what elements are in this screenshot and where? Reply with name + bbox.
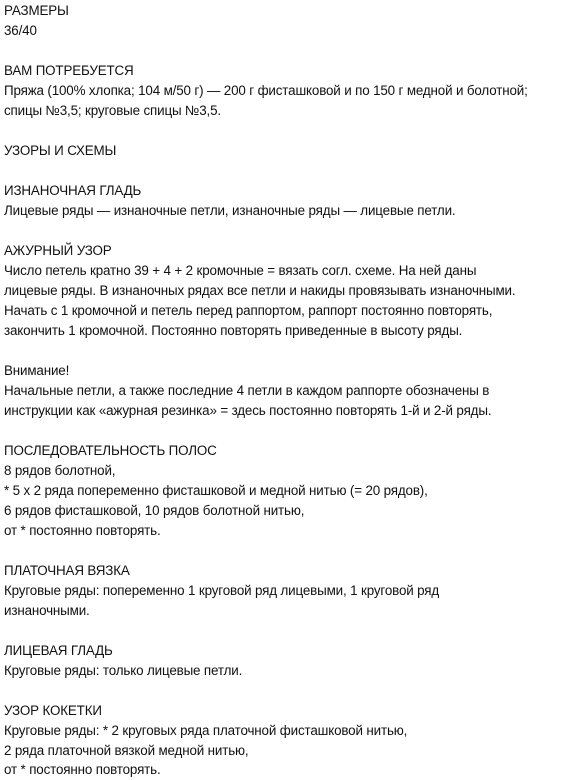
- section-text-line: спицы №3,5; круговые спицы №3,5.: [4, 103, 221, 118]
- section-heading-garter-stitch: ПЛАТОЧНАЯ ВЯЗКА: [4, 563, 130, 578]
- section-text-line: Начальные петли, а также последние 4 петли в каждом раппорте обозначены в: [4, 383, 490, 398]
- section-heading-materials: ВАМ ПОТРЕБУЕТСЯ: [4, 63, 134, 78]
- section-text-line: 2 ряда платочной вязкой медной нитью,: [4, 743, 249, 758]
- section-text-line: * 5 х 2 ряда попеременно фисташковой и медной нитью (= 20 рядов),: [4, 483, 428, 498]
- section-text-line: Круговые ряды: только лицевые петли.: [4, 663, 243, 678]
- section-text-line: Круговые ряды: попеременно 1 круговой ряд лицевыми, 1 круговой ряд: [4, 583, 440, 598]
- section-text-line: Лицевые ряды — изнаночные петли, изнаночные ряды — лицевые петли.: [4, 203, 456, 218]
- section-text-line: 8 рядов болотной,: [4, 463, 116, 478]
- section-heading-stripe-sequence: ПОСЛЕДОВАТЕЛЬНОСТЬ ПОЛОС: [4, 443, 217, 458]
- section-heading-reverse-stockinette: ИЗНАНОЧНАЯ ГЛАДЬ: [4, 183, 142, 198]
- section-text-line: 6 рядов фисташковой, 10 рядов болотной нитью,: [4, 503, 305, 518]
- section-heading-attention: Внимание!: [4, 363, 70, 378]
- section-heading-lace-pattern: АЖУРНЫЙ УЗОР: [4, 243, 112, 258]
- section-text-line: Пряжа (100% хлопка; 104 м/50 г) — 200 г фисташковой и по 150 г медной и болотной;: [4, 83, 528, 98]
- section-text-line: лицевые ряды. В изнаночных рядах все петли и накиды провязывать изнаночными.: [4, 283, 516, 298]
- section-text-line: Число петель кратно 39 + 4 + 2 кромочные = вязать согл. схеме. На ней даны: [4, 263, 477, 278]
- section-text-line: от * постоянно повторять.: [4, 523, 161, 538]
- section-text-line: закончить 1 кромочной. Постоянно повторять приведенные в высоту ряды.: [4, 323, 463, 338]
- section-text-line: от * постоянно повторять.: [4, 762, 161, 777]
- section-heading-stockinette: ЛИЦЕВАЯ ГЛАДЬ: [4, 643, 113, 658]
- section-heading-sizes: РАЗМЕРЫ: [4, 3, 69, 18]
- section-text-line: изнаночными.: [4, 603, 90, 618]
- section-text-line: 36/40: [4, 23, 37, 38]
- section-text-line: Начать с 1 кромочной и петель перед раппортом, раппорт постоянно повторять,: [4, 303, 493, 318]
- section-heading-patterns: УЗОРЫ И СХЕМЫ: [4, 143, 117, 158]
- section-text-line: инструкции как «ажурная резинка» = здесь постоянно повторять 1-й и 2-й ряды.: [4, 403, 492, 418]
- section-heading-yoke-pattern: УЗОР КОКЕТКИ: [4, 703, 102, 718]
- section-text-line: Круговые ряды: * 2 круговых ряда платочной фисташковой нитью,: [4, 723, 408, 738]
